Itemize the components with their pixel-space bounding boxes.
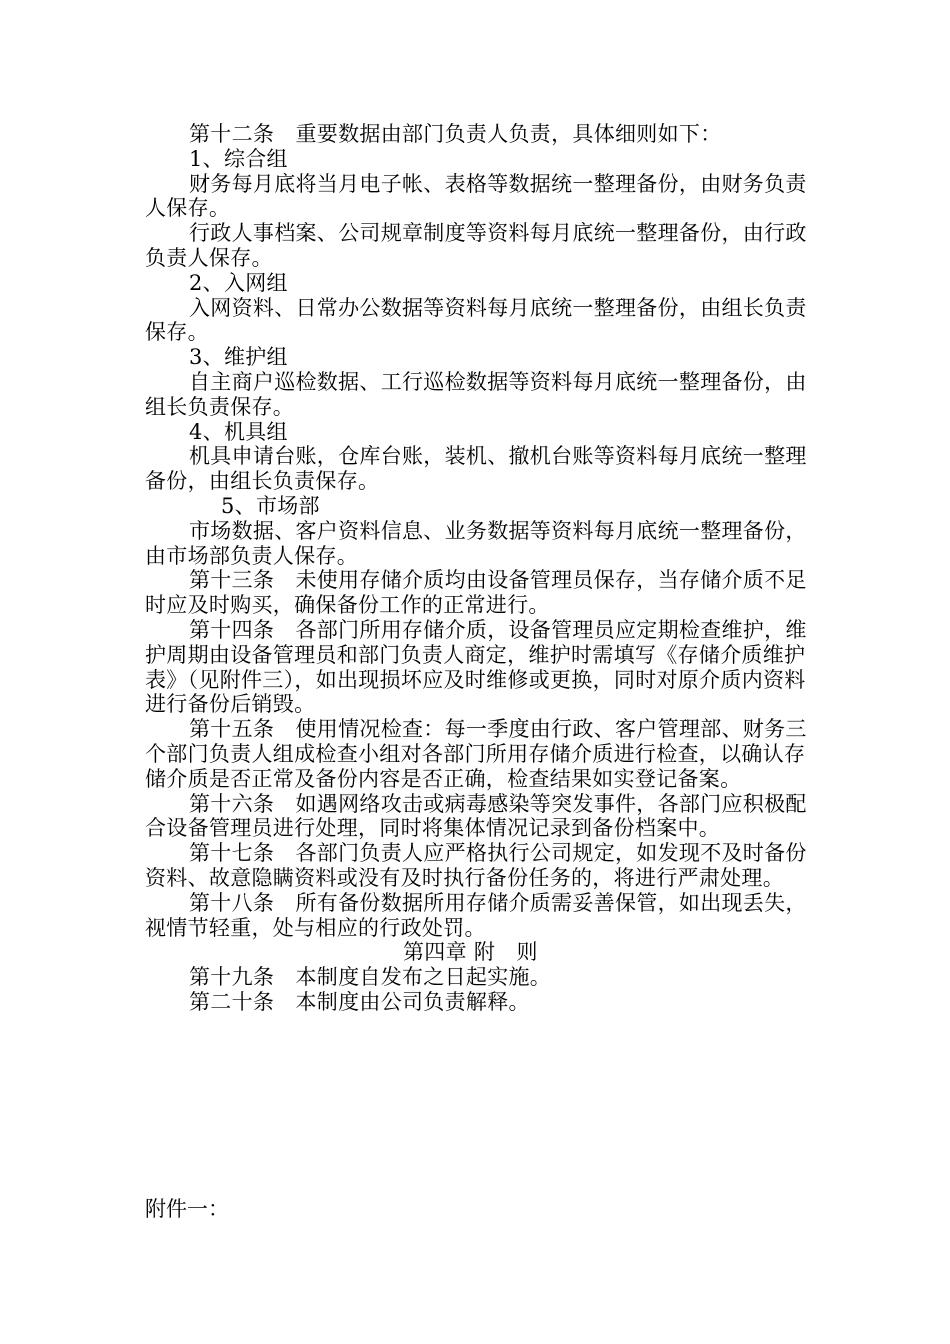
article-16: 第十六条 如遇网络攻击或病毒感染等突发事件，各部门应积极配合设备管理员进行处理，同时将集体情况记录到备份档案中。 — [145, 791, 807, 841]
article-19: 第十九条 本制度自发布之日起实施。 — [189, 965, 552, 990]
paragraph-finance-backup: 财务每月底将当月电子帐、表格等数据统一整理备份，由财务负责人保存。 — [145, 171, 807, 221]
paragraph-maintenance-backup: 自主商户巡检数据、工行巡检数据等资料每月底统一整理备份，由组长负责保存。 — [145, 369, 807, 419]
document-body — [145, 122, 815, 1015]
attachment-label: 附件一： — [145, 1197, 229, 1221]
paragraph-network-backup: 入网资料、日常办公数据等资料每月底统一整理备份，由组长负责保存。 — [145, 295, 807, 345]
chapter-4-heading: 第四章 附 则 — [403, 940, 538, 965]
paragraph-marketing-backup: 市场数据、客户资料信息、业务数据等资料每月底统一整理备份，由市场部负责人保存。 — [145, 518, 807, 568]
section-heading-maintenance-group: 3、维护组 — [189, 345, 288, 370]
section-heading-comprehensive-group: 1、综合组 — [189, 146, 288, 171]
article-12: 第十二条 重要数据由部门负责人负责，具体细则如下： — [189, 122, 722, 146]
article-20: 第二十条 本制度由公司负责解释。 — [189, 989, 530, 1014]
paragraph-admin-backup: 行政人事档案、公司规章制度等资料每月底统一整理备份，由行政负责人保存。 — [145, 221, 807, 270]
paragraph-equipment-backup: 机具申请台账，仓库台账，装机、撤机台账等资料每月底统一整理备份，由组长负责保存。 — [145, 444, 807, 494]
article-15: 第十五条 使用情况检查：每一季度由行政、客户管理部、财务三个部门负责人组成检查小组对各部门所用存储介质进行检查，以确认存储介质是否正常及备份内容是否正确，检查结果如实登记备案。 — [145, 717, 807, 791]
article-13: 第十三条 未使用存储介质均由设备管理员保存，当存储介质不足时应及时购买，确保备份工作的正常进行。 — [145, 568, 807, 618]
section-heading-network-group: 2、入网组 — [189, 270, 288, 295]
section-heading-equipment-group: 4、机具组 — [189, 419, 288, 444]
section-heading-marketing: 5、市场部 — [221, 493, 320, 518]
article-17: 第十七条 各部门负责人应严格执行公司规定，如发现不及时备份资料、故意隐瞒资料或没有及时执行备份任务的，将进行严肃处理。 — [145, 841, 807, 890]
article-18: 第十八条 所有备份数据所用存储介质需妥善保管，如出现丢失，视情节轻重，处与相应的行政处罚。 — [145, 890, 807, 940]
article-14: 第十四条 各部门所用存储介质，设备管理员应定期检查维护，维护周期由设备管理员和部门负责人商定，维护时需填写《存储介质维护表》（见附件三），如出现损坏应及时维修或更换，同时对原介质内资料进行备份后销毁。 — [145, 617, 807, 717]
